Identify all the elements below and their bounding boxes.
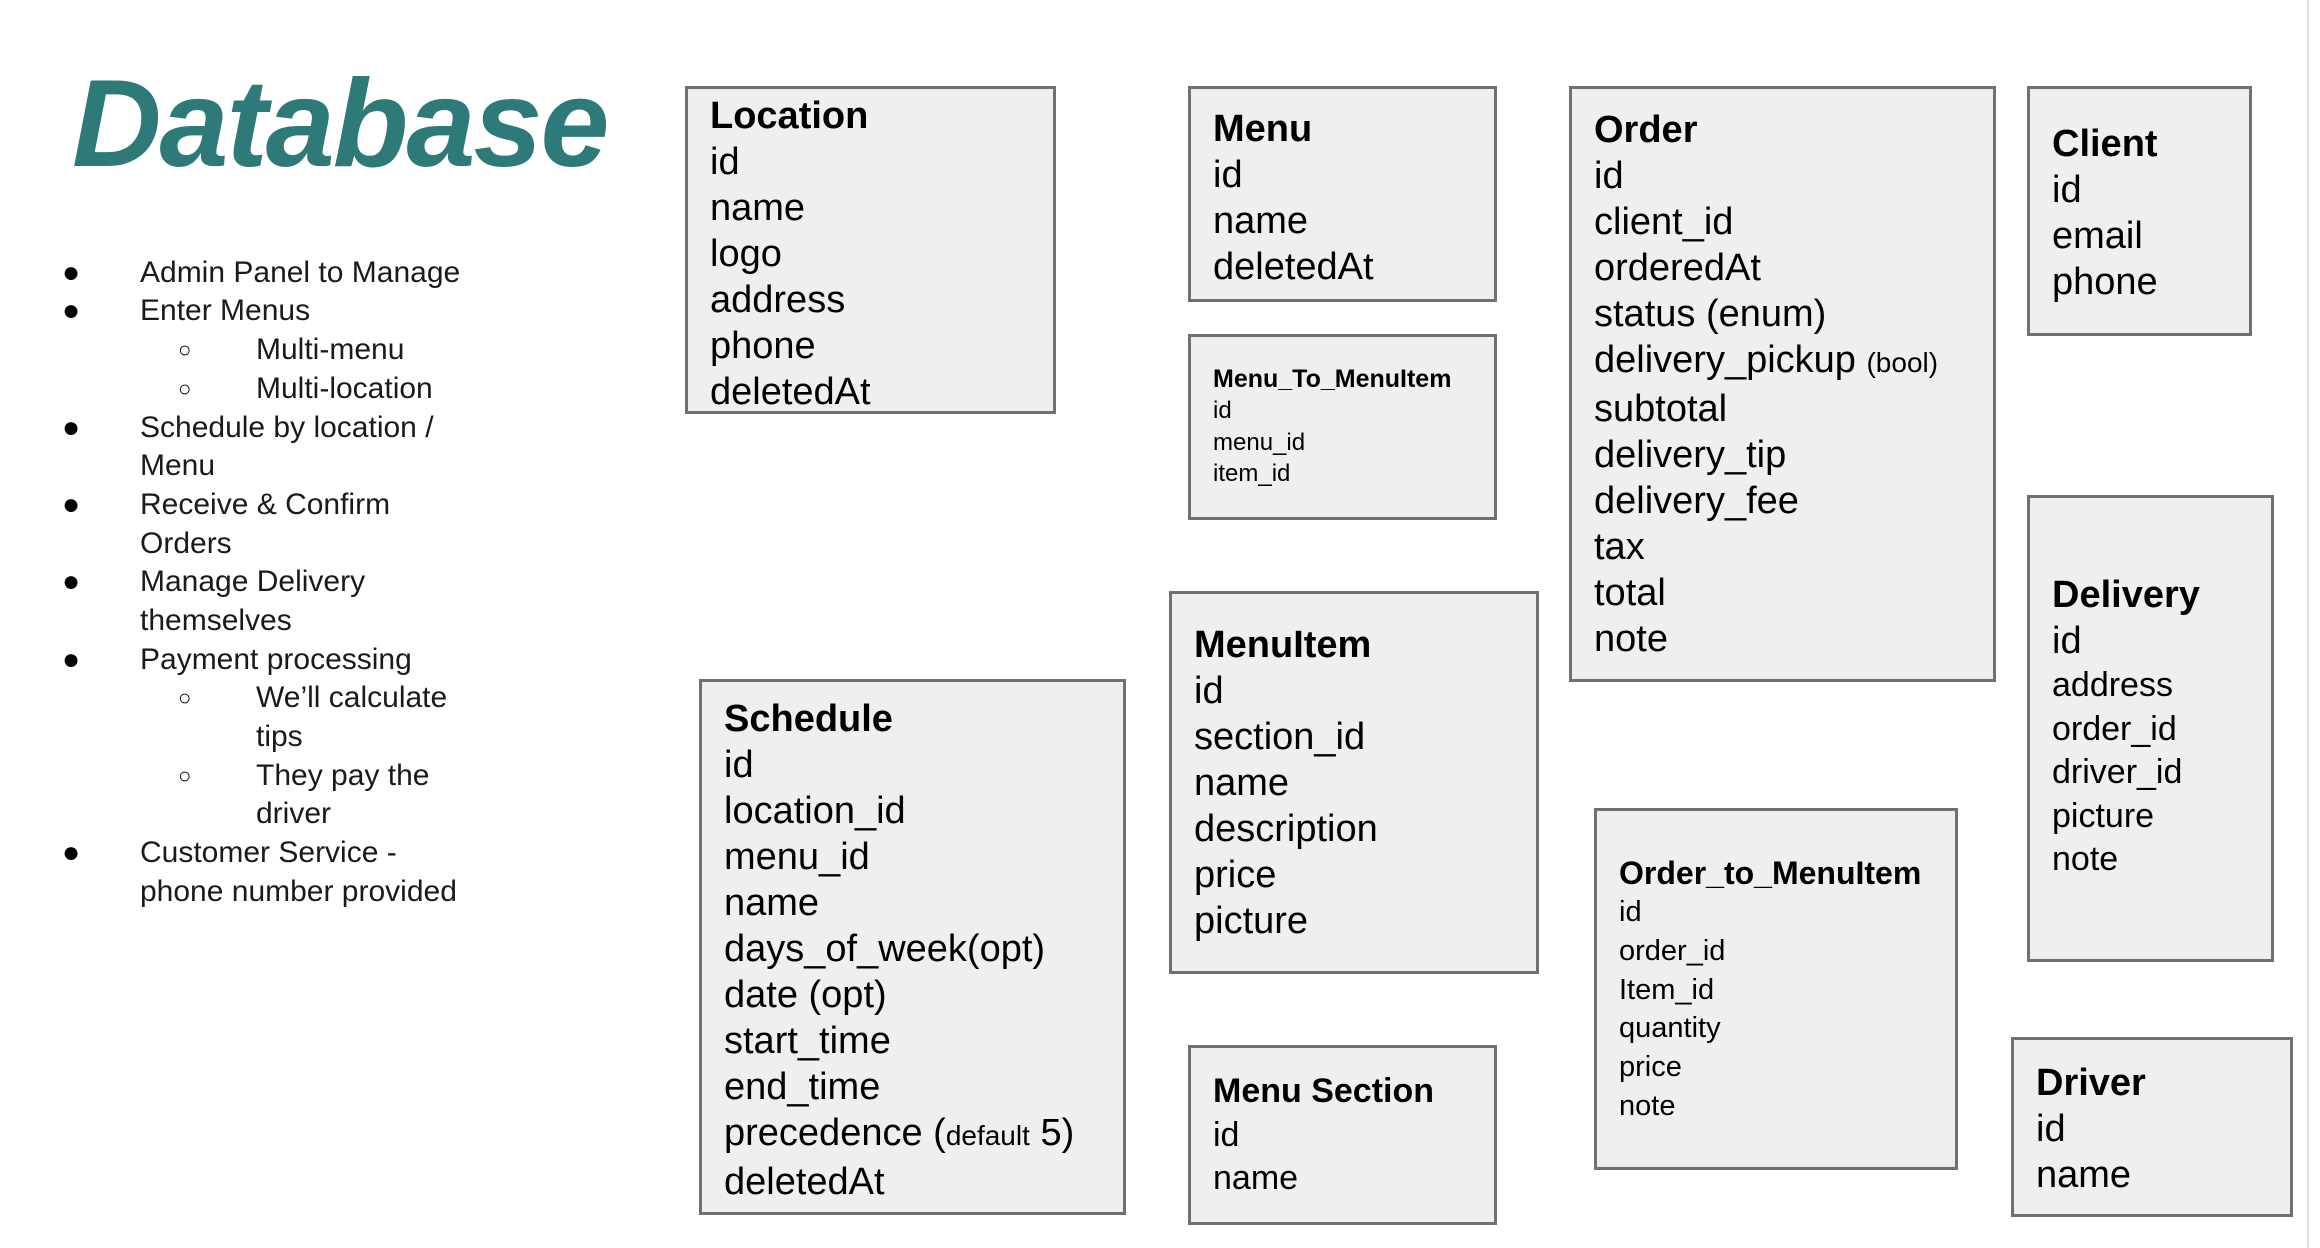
bullet-text-continued: Orders (140, 527, 232, 560)
entity-title: Order (1594, 109, 1698, 151)
bullet-dot: ● (62, 836, 81, 869)
sub-bullet-text: They pay the (256, 759, 430, 792)
slide-right-edge (2307, 0, 2309, 1248)
entity-field: end_time (724, 1066, 881, 1108)
entity-field: start_time (724, 1020, 891, 1062)
entity-field-row (724, 1110, 1123, 1159)
entity-field: orderedAt (1594, 247, 1761, 289)
bullet-dot: ● (62, 488, 81, 521)
bullet-text: Enter Menus (140, 294, 311, 327)
entity-menu-to-menuitem (1188, 334, 1497, 520)
entity-field: id (724, 744, 754, 786)
entity-field: id (2052, 620, 2082, 662)
bullet-text-continued: Menu (140, 449, 216, 482)
bullet-dot: ● (62, 411, 81, 444)
entity-field: location_id (724, 790, 906, 832)
entity-field-row (1594, 337, 1993, 386)
entity-schedule (699, 679, 1126, 1215)
bullet-dot: ● (62, 294, 81, 327)
entity-field: menu_id (724, 836, 870, 878)
sub-bullet-text: Multi-location (256, 372, 433, 405)
entity-title: MenuItem (1194, 624, 1372, 666)
entity-client (2027, 86, 2252, 336)
entity-field: description (1194, 808, 1378, 850)
entity-menuitem (1169, 591, 1539, 974)
field-note-close: 5) (1029, 1112, 1075, 1154)
entity-field: note (2052, 840, 2119, 878)
entity-title: Client (2052, 123, 2158, 165)
entity-field: email (2052, 215, 2143, 257)
entity-field: days_of_week(opt) (724, 928, 1046, 970)
field-default-note: default (945, 1120, 1030, 1151)
entity-field: picture (2052, 796, 2155, 835)
entity-field: name (1194, 762, 1290, 804)
entity-field: id (1619, 896, 1642, 928)
entity-field: section_id (1194, 716, 1366, 758)
entity-field: delivery_tip (1594, 434, 1787, 476)
entity-title: Delivery (2052, 574, 2200, 616)
bullet-text: Manage Delivery (140, 565, 366, 598)
entity-field: name (1213, 200, 1309, 242)
bullet-dot: ● (62, 643, 81, 676)
sub-bullet-circle: ○ (178, 376, 192, 401)
entity-field: menu_id (1213, 428, 1306, 456)
entity-field: tax (1594, 526, 1645, 568)
entity-field: delivery_pickup (1594, 339, 1856, 381)
sub-bullet-text: We’ll calculate (256, 681, 448, 714)
entity-field: name (1213, 1159, 1299, 1197)
entity-field: status (enum) (1594, 293, 1827, 335)
entity-menu-section (1188, 1045, 1497, 1225)
entity-field: quantity (1619, 1012, 1721, 1045)
entity-field: note (1594, 618, 1668, 660)
bullet-text-continued: phone number provided (140, 875, 457, 908)
entity-field: id (1213, 397, 1232, 424)
entity-field: date (opt) (724, 974, 887, 1016)
entity-field: client_id (1594, 201, 1734, 243)
entity-title: Menu Section (1213, 1072, 1435, 1110)
entity-field: subtotal (1594, 388, 1728, 430)
bullet-dot: ● (62, 256, 81, 289)
entity-title: Menu_To_MenuItem (1213, 365, 1452, 393)
entity-field: Item_id (1619, 973, 1715, 1006)
entity-order (1569, 86, 1996, 682)
entity-field: order_id (1619, 934, 1726, 967)
entity-field: id (1594, 155, 1624, 197)
entity-field: id (1213, 1115, 1240, 1154)
bullet-dot: ● (62, 565, 81, 598)
entity-field: name (2036, 1154, 2132, 1196)
entity-title: Location (710, 95, 869, 137)
bullet-text: Admin Panel to Manage (140, 256, 461, 289)
entity-field: note (1619, 1089, 1676, 1122)
entity-title: Order_to_MenuItem (1619, 855, 1922, 891)
entity-driver (2011, 1037, 2293, 1217)
entity-field: id (1213, 154, 1243, 196)
entity-field: address (2052, 666, 2173, 704)
entity-location (685, 86, 1056, 414)
field-type-note: (bool) (1866, 347, 1939, 378)
entity-order-to-menuitem (1594, 808, 1958, 1170)
sub-bullet-text-continued: driver (256, 797, 332, 830)
entity-field: name (710, 187, 806, 229)
entity-field: item_id (1213, 460, 1291, 487)
entity-field: deletedAt (710, 371, 871, 413)
entity-title: Schedule (724, 698, 893, 740)
entity-field: deletedAt (724, 1161, 885, 1203)
sub-bullet-text-continued: tips (256, 720, 303, 753)
entity-field: id (1194, 670, 1224, 712)
entity-field: logo (710, 233, 782, 275)
entity-title: Driver (2036, 1062, 2146, 1104)
entity-field: total (1594, 572, 1666, 614)
entity-field: price (1194, 854, 1277, 896)
entity-field: id (2052, 169, 2082, 211)
field-note-open: ( (933, 1112, 946, 1154)
sub-bullet-text: Multi-menu (256, 333, 405, 366)
entity-field: phone (2052, 261, 2158, 303)
entity-field: phone (710, 325, 816, 367)
entity-field: id (710, 141, 740, 183)
bullet-text: Schedule by location / (140, 411, 434, 444)
bullet-text-continued: themselves (140, 604, 292, 637)
entity-delivery (2027, 495, 2274, 962)
entity-field: order_id (2052, 709, 2177, 748)
entity-field: delivery_fee (1594, 480, 1799, 522)
bullet-text: Receive & Confirm (140, 488, 391, 521)
slide-title: Database (72, 55, 608, 193)
bullet-text: Payment processing (140, 643, 412, 676)
bullet-text: Customer Service - (140, 836, 397, 869)
sub-bullet-circle: ○ (178, 337, 192, 362)
entity-field: price (1619, 1051, 1682, 1084)
entity-field: precedence (724, 1112, 923, 1154)
entity-field: deletedAt (1213, 246, 1374, 288)
entity-field: id (2036, 1108, 2066, 1150)
sub-bullet-circle: ○ (178, 685, 192, 710)
entity-field: picture (1194, 900, 1309, 942)
entity-title: Menu (1213, 108, 1313, 150)
sub-bullet-circle: ○ (178, 763, 192, 788)
entity-menu (1188, 86, 1497, 302)
entity-field: name (724, 882, 820, 924)
entity-field: driver_id (2052, 753, 2183, 791)
entity-field: address (710, 279, 846, 321)
